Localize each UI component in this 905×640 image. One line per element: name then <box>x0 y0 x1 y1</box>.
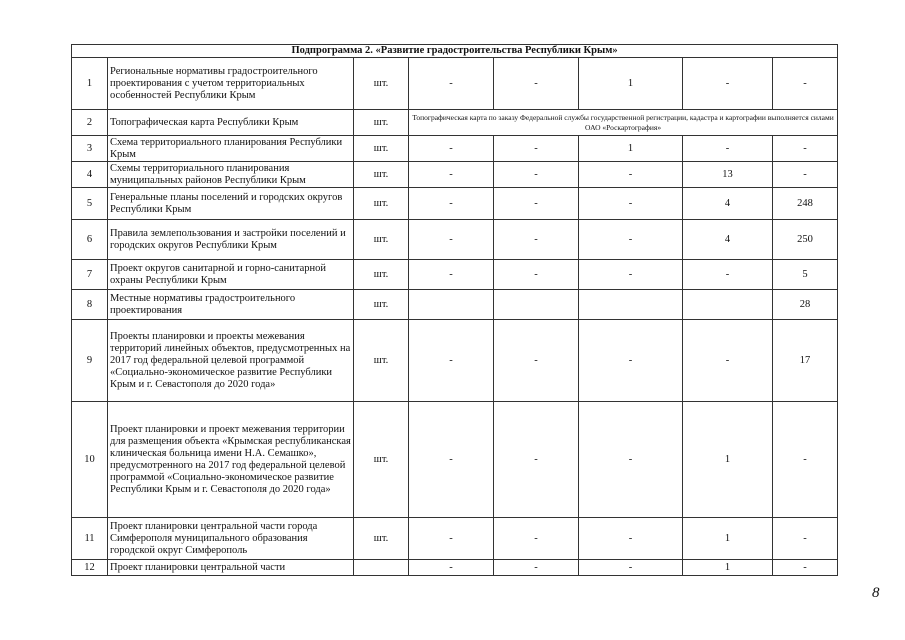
value-col-1: - <box>409 402 494 518</box>
row-name: Проекты планировки и проекты межевания территорий линейных объектов, предусмотренных на 2017 год федеральной целевой программой «Социально-экономическое развитие Республики Крым и г. Севастополя до 2020 года» <box>108 320 354 402</box>
value-col-5: 250 <box>773 220 838 260</box>
value-col-4: 4 <box>683 188 773 220</box>
value-col-3 <box>579 290 683 320</box>
row-unit: шт. <box>354 58 409 110</box>
row-name: Топографическая карта Республики Крым <box>108 110 354 136</box>
value-col-2: - <box>494 188 579 220</box>
value-col-2: - <box>494 320 579 402</box>
row-name: Проект планировки и проект межевания территории для размещения объекта «Крымская республиканская клиническая больница имени Н.А. Семашко», предусмотренного на 2017 год федеральной целевой программой «Социально-экономическое развитие Республики Крым и г. Севастополя до 2020 года» <box>108 402 354 518</box>
row-number: 12 <box>72 560 108 576</box>
row-number: 4 <box>72 162 108 188</box>
subprogram-title: Подпрограмма 2. «Развитие градостроительства Республики Крым» <box>72 45 838 58</box>
row-number: 9 <box>72 320 108 402</box>
row-unit: шт. <box>354 188 409 220</box>
table-row <box>72 260 838 290</box>
table-row <box>72 188 838 220</box>
value-col-5: - <box>773 560 838 576</box>
value-col-2: - <box>494 58 579 110</box>
value-col-1: - <box>409 518 494 560</box>
row-number: 11 <box>72 518 108 560</box>
row-note: Топографическая карта по заказу Федеральной службы государственной регистрации, кадастра и картографии выполняется силами ОАО «Роскартография» <box>409 110 838 136</box>
value-col-5: - <box>773 402 838 518</box>
value-col-5: - <box>773 518 838 560</box>
value-col-3: 1 <box>579 136 683 162</box>
row-name: Генеральные планы поселений и городских округов Республики Крым <box>108 188 354 220</box>
value-col-4: - <box>683 58 773 110</box>
value-col-5: 17 <box>773 320 838 402</box>
table-row <box>72 518 838 560</box>
row-unit: шт. <box>354 260 409 290</box>
value-col-3: - <box>579 560 683 576</box>
table-row <box>72 110 838 136</box>
row-name: Схема территориального планирования Республики Крым <box>108 136 354 162</box>
value-col-1: - <box>409 136 494 162</box>
row-number: 10 <box>72 402 108 518</box>
value-col-4: 1 <box>683 518 773 560</box>
table-row <box>72 560 838 576</box>
row-unit: шт. <box>354 402 409 518</box>
row-unit: шт. <box>354 320 409 402</box>
value-col-3: - <box>579 320 683 402</box>
value-col-3: - <box>579 162 683 188</box>
value-col-5: 248 <box>773 188 838 220</box>
subprogram-table <box>71 44 838 576</box>
value-col-1: - <box>409 58 494 110</box>
value-col-4: 13 <box>683 162 773 188</box>
value-col-2: - <box>494 518 579 560</box>
value-col-5: - <box>773 162 838 188</box>
row-number: 3 <box>72 136 108 162</box>
value-col-5: - <box>773 58 838 110</box>
value-col-2: - <box>494 402 579 518</box>
row-unit: шт. <box>354 518 409 560</box>
value-col-4: 1 <box>683 402 773 518</box>
value-col-3: - <box>579 188 683 220</box>
value-col-4: - <box>683 136 773 162</box>
row-name: Местные нормативы градостроительного проектирования <box>108 290 354 320</box>
table-row <box>72 162 838 188</box>
value-col-5: - <box>773 136 838 162</box>
value-col-4: - <box>683 320 773 402</box>
value-col-3: - <box>579 260 683 290</box>
value-col-5: 5 <box>773 260 838 290</box>
value-col-3: - <box>579 518 683 560</box>
row-number: 8 <box>72 290 108 320</box>
table-row <box>72 320 838 402</box>
value-col-2 <box>494 290 579 320</box>
value-col-1: - <box>409 320 494 402</box>
row-number: 2 <box>72 110 108 136</box>
value-col-3: 1 <box>579 58 683 110</box>
row-name: Схемы территориального планирования муниципальных районов Республики Крым <box>108 162 354 188</box>
value-col-4: 1 <box>683 560 773 576</box>
value-col-2: - <box>494 260 579 290</box>
value-col-3: - <box>579 402 683 518</box>
page-number: 8 <box>872 585 880 601</box>
value-col-1: - <box>409 260 494 290</box>
row-unit: шт. <box>354 136 409 162</box>
row-unit: шт. <box>354 162 409 188</box>
table-row <box>72 402 838 518</box>
row-name: Проект округов санитарной и горно-санитарной охраны Республики Крым <box>108 260 354 290</box>
row-number: 1 <box>72 58 108 110</box>
row-name: Проект планировки центральной части города Симферополя муниципального образования городской округ Симферополь <box>108 518 354 560</box>
row-unit: шт. <box>354 220 409 260</box>
row-number: 6 <box>72 220 108 260</box>
value-col-1: - <box>409 162 494 188</box>
value-col-1: - <box>409 560 494 576</box>
row-unit <box>354 560 409 576</box>
row-unit: шт. <box>354 290 409 320</box>
row-name: Региональные нормативы градостроительного проектирования с учетом территориальных особенностей Республики Крым <box>108 58 354 110</box>
value-col-2: - <box>494 162 579 188</box>
value-col-2: - <box>494 220 579 260</box>
table-row <box>72 58 838 110</box>
value-col-2: - <box>494 560 579 576</box>
row-number: 5 <box>72 188 108 220</box>
value-col-2: - <box>494 136 579 162</box>
row-name: Правила землепользования и застройки поселений и городских округов Республики Крым <box>108 220 354 260</box>
value-col-4 <box>683 290 773 320</box>
value-col-5: 28 <box>773 290 838 320</box>
row-number: 7 <box>72 260 108 290</box>
value-col-1: - <box>409 220 494 260</box>
table-row <box>72 220 838 260</box>
value-col-1: - <box>409 188 494 220</box>
value-col-1 <box>409 290 494 320</box>
row-unit: шт. <box>354 110 409 136</box>
table-row <box>72 290 838 320</box>
value-col-3: - <box>579 220 683 260</box>
row-name: Проект планировки центральной части <box>108 560 354 576</box>
value-col-4: - <box>683 260 773 290</box>
value-col-4: 4 <box>683 220 773 260</box>
table-row <box>72 136 838 162</box>
title-row <box>72 45 838 58</box>
